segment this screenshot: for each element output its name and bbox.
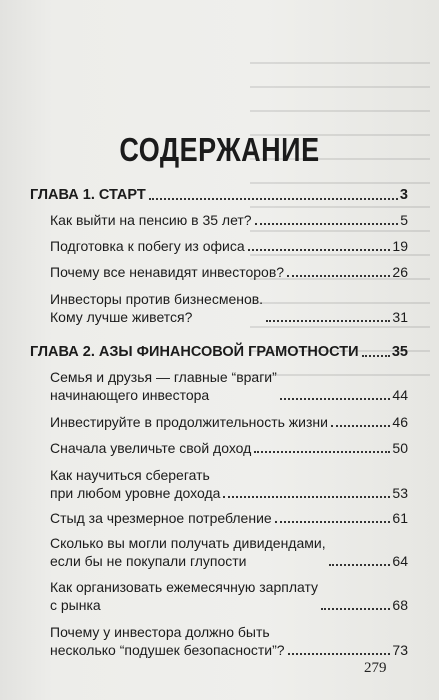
- toc-section: [50, 466, 408, 502]
- section-title-line: при любом уровне дохода: [50, 485, 221, 501]
- section-title-line: Семья и друзья — главные “враги”: [50, 369, 277, 385]
- section-title: Инвестируйте в продолжительность жизни: [50, 414, 328, 430]
- chapter-title: ГЛАВА 1. СТАРТ: [30, 187, 146, 203]
- toc-section: [50, 237, 408, 255]
- dot-leader: [321, 608, 390, 610]
- section-title: Подготовка к побегу из офиса: [50, 238, 245, 254]
- page-ref: 35: [391, 344, 408, 360]
- toc-chapter-2: [30, 343, 408, 361]
- page-number: 279: [364, 660, 387, 676]
- section-title-line: Сколько вы могли получать дивидендами,: [50, 535, 326, 551]
- toc-section: [50, 578, 408, 614]
- dot-leader: [287, 275, 390, 277]
- toc-section: [50, 439, 408, 457]
- section-title-line: с рынка: [50, 597, 101, 613]
- dot-leader: [255, 223, 399, 225]
- dot-leader: [288, 653, 391, 655]
- section-title-line: Как организовать ежемесячную зарплату: [50, 579, 319, 595]
- toc-section: [50, 413, 408, 431]
- page-ref: 3: [399, 187, 408, 203]
- page-ref: 50: [392, 440, 408, 456]
- dot-leader: [331, 425, 390, 427]
- section-title-line: Кому лучше живется?: [50, 309, 193, 325]
- page-ref: 26: [392, 264, 408, 280]
- dot-leader: [329, 564, 391, 566]
- toc-section: [50, 368, 408, 404]
- section-title: Стыд за чрезмерное потребление: [50, 510, 272, 526]
- toc-section: [50, 290, 408, 326]
- page-ref: 46: [392, 414, 408, 430]
- chapter-title: ГЛАВА 2. АЗЫ ФИНАНСОВОЙ ГРАМОТНОСТИ: [30, 344, 359, 360]
- section-title-line: несколько “подушек безопасности”?: [50, 642, 285, 658]
- toc-section: [50, 534, 408, 570]
- section-title-line: начинающего инвестора: [50, 387, 210, 403]
- section-title: [50, 368, 277, 404]
- section-title: [50, 623, 285, 659]
- section-title: [50, 534, 326, 570]
- dot-leader: [248, 249, 391, 251]
- section-title: [50, 578, 318, 614]
- section-title: [50, 466, 220, 502]
- section-title-line: если бы не покупали глупости: [50, 553, 247, 569]
- toc-section: [50, 623, 408, 659]
- page-ref: 44: [392, 387, 408, 403]
- section-title-line: Как научиться сберегать: [50, 467, 210, 483]
- dot-leader: [275, 521, 391, 523]
- page-ref: 5: [400, 212, 408, 228]
- dot-leader: [280, 398, 391, 400]
- page-ref: 31: [392, 309, 408, 325]
- dot-leader: [149, 198, 398, 200]
- page-ref: 53: [392, 485, 408, 501]
- page-ref: 19: [392, 238, 408, 254]
- toc-chapter-1: [30, 186, 408, 204]
- page-ref: 68: [392, 597, 408, 613]
- page-title: СОДЕРЖАНИЕ: [119, 131, 320, 169]
- dot-leader: [254, 451, 390, 453]
- toc-section: [50, 263, 408, 281]
- dot-leader: [266, 320, 390, 322]
- dot-leader: [362, 355, 390, 357]
- page-ref: 73: [392, 642, 408, 658]
- page-ref: 61: [392, 510, 408, 526]
- toc-section: [50, 211, 408, 229]
- section-title: [50, 290, 263, 326]
- dot-leader: [223, 496, 390, 498]
- section-title: Почему все ненавидят инвесторов?: [50, 264, 285, 280]
- toc-section: [50, 509, 408, 527]
- section-title: Как выйти на пенсию в 35 лет?: [50, 212, 252, 228]
- page-ref: 64: [392, 553, 408, 569]
- section-title-line: Почему у инвестора должно быть: [50, 624, 270, 640]
- section-title: Сначала увеличьте свой доход: [50, 440, 252, 456]
- section-title-line: Инвесторы против бизнесменов.: [50, 291, 264, 307]
